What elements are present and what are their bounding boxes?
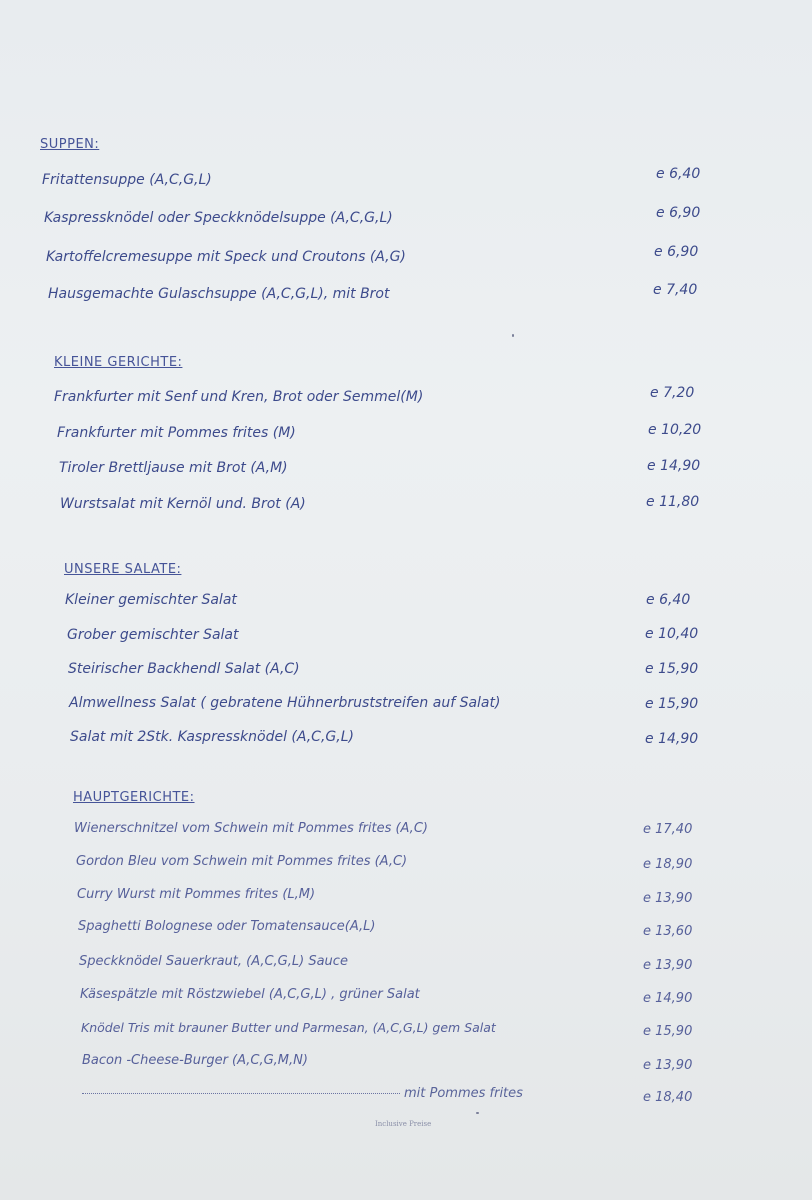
footnote: Inclusive Preise [375,1120,432,1128]
menu-item: Wurstsalat mit Kernöl und. Brot (A) [60,496,306,512]
menu-item: Gordon Bleu vom Schwein mit Pommes frites (A,C) [76,854,408,869]
menu-item: Salat mit 2Stk. Kaspressknödel (A,C,G,L) [70,729,354,745]
menu-item: Frankfurter mit Senf und Kren, Brot oder Semmel(M) [54,389,424,405]
menu-item: Speckknödel Sauerkraut, (A,C,G,L) Sauce [79,954,348,969]
menu-price: e 13,90 [643,1058,693,1073]
section-title-hauptgerichte: HAUPTGERICHTE: [73,790,195,805]
dot-leader [82,1093,400,1094]
menu-price: e 6,90 [654,244,699,260]
menu-item: Tiroler Brettljause mit Brot (A,M) [59,460,288,476]
section-title-suppen: SUPPEN: [40,137,100,152]
menu-item: Spaghetti Bolognese oder Tomatensauce(A,L) [78,919,376,934]
menu-price: e 15,90 [643,1024,693,1039]
menu-price: e 17,40 [643,822,693,837]
menu-item: Grober gemischter Salat [67,627,239,643]
menu-price: e 14,90 [643,991,693,1006]
menu-item: Knödel Tris mit brauner Butter und Parmesan, (A,C,G,L) gem Salat [81,1020,496,1035]
menu-price: e 18,90 [643,857,693,872]
menu-price: e 6,90 [656,205,701,221]
menu-price: e 13,90 [643,958,693,973]
menu-item: Frankfurter mit Pommes frites (M) [57,425,296,441]
menu-price: e 14,90 [647,458,701,474]
menu-item: Kleiner gemischter Salat [65,592,237,608]
extra-line [82,1086,523,1101]
menu-price: e 6,40 [646,592,691,608]
menu-price: e 18,40 [643,1090,693,1105]
menu-price: e 7,40 [653,282,698,298]
menu-price: e 13,60 [643,924,693,939]
menu-price: e 11,80 [646,494,700,510]
menu-item: Wienerschnitzel vom Schwein mit Pommes frites (A,C) [74,821,428,836]
menu-price: e 10,20 [648,422,702,438]
menu-item: Kartoffelcremesuppe mit Speck und Croutons (A,G) [46,249,406,265]
menu-price: e 14,90 [645,731,699,747]
menu-price: e 13,90 [643,891,693,906]
paper-speck [512,334,514,337]
extra-item-label: mit Pommes frites [404,1086,523,1101]
menu-item: Fritattensuppe (A,C,G,L) [42,172,212,188]
menu-price: e 6,40 [656,166,701,182]
menu-item: Kaspressknödel oder Speckknödelsuppe (A,C,G,L) [44,210,393,226]
menu-price: e 10,40 [645,626,699,642]
section-title-unsere-salate: UNSERE SALATE: [64,562,182,577]
section-title-kleine-gerichte: KLEINE GERICHTE: [54,355,183,370]
menu-item: Almwellness Salat ( gebratene Hühnerbruststreifen auf Salat) [69,695,501,711]
menu-item: Steirischer Backhendl Salat (A,C) [68,661,300,677]
menu-item: Käsespätzle mit Röstzwiebel (A,C,G,L) , grüner Salat [80,987,420,1002]
paper-speck [476,1112,479,1114]
menu-price: e 15,90 [645,696,699,712]
menu-price: e 7,20 [650,385,695,401]
menu-price: e 15,90 [645,661,699,677]
menu-item: Hausgemachte Gulaschsuppe (A,C,G,L), mit Brot [48,286,390,302]
menu-item: Bacon -Cheese-Burger (A,C,G,M,N) [82,1053,308,1068]
menu-item: Curry Wurst mit Pommes frites (L,M) [77,887,316,902]
